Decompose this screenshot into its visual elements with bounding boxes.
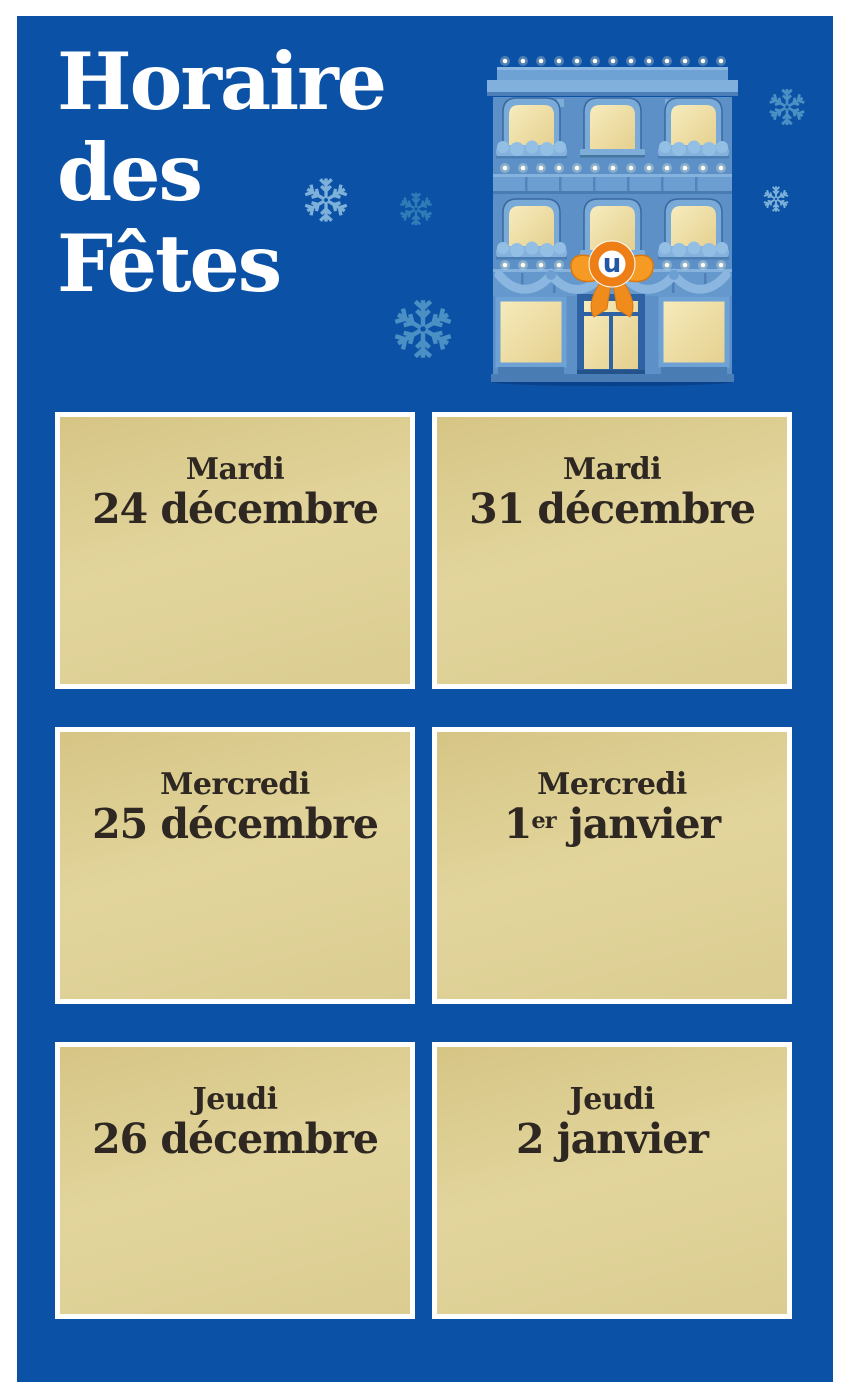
title-line-2: des	[57, 126, 201, 219]
schedule-card-2-janvier	[432, 1042, 792, 1319]
snowflake-icon	[302, 176, 350, 224]
date-label: 31 décembre	[469, 485, 755, 533]
schedule-card-31-decembre	[432, 412, 792, 689]
schedule-card-26-decembre	[55, 1042, 415, 1319]
date-label: 25 décembre	[92, 800, 378, 848]
snowflake-icon	[767, 87, 807, 127]
store-door	[577, 294, 645, 376]
schedule-cards-grid	[55, 412, 792, 1319]
title-line-1: Horaire	[57, 35, 386, 128]
date-label: 1er janvier	[503, 800, 721, 848]
schedule-card-24-decembre	[55, 412, 415, 689]
page-title	[57, 36, 385, 309]
roof-lights	[500, 56, 726, 66]
day-label: Mercredi	[537, 767, 687, 802]
u-logo-icon	[589, 241, 636, 288]
snowflake-icon	[391, 297, 455, 361]
date-label: 2 janvier	[515, 1115, 709, 1163]
day-label: Mardi	[562, 452, 662, 487]
schedule-card-25-decembre	[55, 727, 415, 1004]
building-belt-course	[493, 174, 732, 194]
title-line-3: Fêtes	[57, 217, 281, 310]
snowflake-icon	[762, 185, 790, 213]
building-windows-row-1	[496, 98, 729, 159]
day-label: Mercredi	[160, 767, 310, 802]
holiday-poster-panel	[17, 16, 833, 1382]
day-label: Jeudi	[192, 1082, 278, 1117]
store-building-illustration	[485, 54, 740, 386]
u-logo-letter: u	[602, 249, 622, 279]
snowflake-icon	[398, 191, 434, 227]
schedule-card-1er-janvier	[432, 727, 792, 1004]
date-label: 26 décembre	[92, 1115, 378, 1163]
storefront	[491, 294, 734, 382]
day-label: Jeudi	[569, 1082, 655, 1117]
date-ordinal: er	[531, 807, 556, 834]
day-label: Mardi	[185, 452, 285, 487]
date-label: 24 décembre	[92, 485, 378, 533]
